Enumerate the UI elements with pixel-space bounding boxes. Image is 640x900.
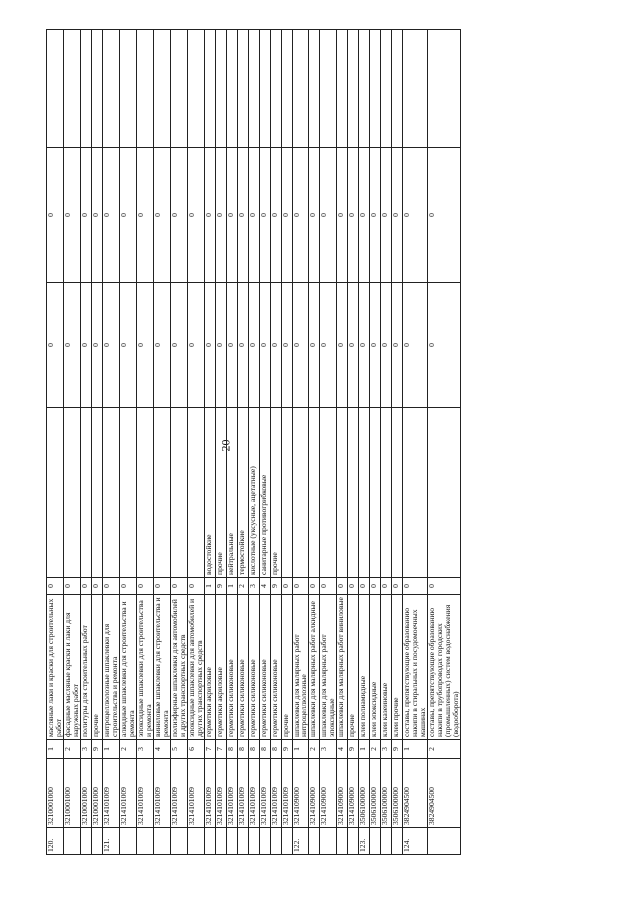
value-cell-1: 0 — [292, 283, 309, 408]
subdescription-cell: санитарные противогрибковые — [259, 408, 270, 578]
description-cell: герметики силиконовые — [259, 595, 270, 740]
table-row — [292, 30, 309, 855]
value-cell-1: 0 — [237, 283, 248, 408]
table-row — [248, 30, 259, 855]
table-row — [170, 30, 187, 855]
tnved-code-cell: 3506100000 — [370, 759, 381, 828]
subcode-cell: 4 — [153, 740, 170, 759]
value-cell-2: 0 — [226, 148, 237, 283]
value-cell-1: 0 — [226, 283, 237, 408]
subcode-cell: 2 — [309, 740, 320, 759]
description-cell: составы, препятствующие образованию накипи в трубопроводах городских (промышленных) систем водоснабжения (водооборота) — [428, 595, 461, 740]
table-row — [226, 30, 237, 855]
value-cell-1: 0 — [63, 283, 80, 408]
subdescription-cell — [80, 408, 91, 578]
empty-cell — [102, 30, 119, 148]
value-cell-1: 0 — [136, 283, 153, 408]
value-cell-1: 0 — [270, 283, 281, 408]
value-cell-2: 0 — [153, 148, 170, 283]
row-number-cell — [259, 828, 270, 855]
description-cell: герметики силиконовые — [248, 595, 259, 740]
subcode-cell: 5 — [170, 740, 187, 759]
empty-cell — [63, 30, 80, 148]
table-row — [337, 30, 348, 855]
value-cell-1: 0 — [320, 283, 337, 408]
value-cell-2: 0 — [381, 148, 392, 283]
subcode-cell: 7 — [204, 740, 215, 759]
value-cell-2: 0 — [259, 148, 270, 283]
subdescription-cell: кислотные (уксусные, ацетатные) — [248, 408, 259, 578]
row-number-cell — [281, 828, 292, 855]
subcode-cell: 8 — [237, 740, 248, 759]
subcode-cell: 4 — [337, 740, 348, 759]
subdescription-cell: прочие — [270, 408, 281, 578]
tnved-code-cell: 3214101009 — [281, 759, 292, 828]
subcode2-cell: 1 — [226, 578, 237, 595]
tnved-code-cell: 3214101009 — [204, 759, 215, 828]
value-cell-1: 0 — [348, 283, 359, 408]
table-row — [102, 30, 119, 855]
value-cell-2: 0 — [80, 148, 91, 283]
subcode-cell: 3 — [80, 740, 91, 759]
row-number-cell — [348, 828, 359, 855]
tnved-code-cell: 3824904500 — [428, 759, 461, 828]
rotated-table-wrapper — [46, 75, 461, 855]
description-cell: масляные лаки и краски для строительных работ — [47, 595, 64, 740]
subdescription-cell — [119, 408, 136, 578]
subdescription-cell — [428, 408, 461, 578]
value-cell-1: 0 — [403, 283, 428, 408]
value-cell-1: 0 — [392, 283, 403, 408]
value-cell-2: 0 — [237, 148, 248, 283]
subcode-cell: 1 — [403, 740, 428, 759]
classification-table — [46, 29, 461, 855]
table-row — [215, 30, 226, 855]
subdescription-cell — [403, 408, 428, 578]
subdescription-cell — [392, 408, 403, 578]
subdescription-cell — [337, 408, 348, 578]
subdescription-cell — [381, 408, 392, 578]
value-cell-2: 0 — [215, 148, 226, 283]
description-cell: виниловые шпаклевки для строительства и ремонта — [153, 595, 170, 740]
empty-cell — [381, 30, 392, 148]
subcode-cell: 1 — [102, 740, 119, 759]
row-number-cell — [337, 828, 348, 855]
description-cell: эпоксидные шпаклевки для автомобилей и других транспортных средств — [187, 595, 204, 740]
tnved-code-cell: 3214109000 — [309, 759, 320, 828]
subcode2-cell: 2 — [237, 578, 248, 595]
row-number-cell — [91, 828, 102, 855]
row-number-cell — [215, 828, 226, 855]
table-row — [259, 30, 270, 855]
page-number: 20 — [218, 439, 233, 452]
table-row — [320, 30, 337, 855]
value-cell-1: 0 — [381, 283, 392, 408]
subcode-cell: 8 — [248, 740, 259, 759]
value-cell-1: 0 — [281, 283, 292, 408]
table-row — [359, 30, 370, 855]
row-number-cell — [309, 828, 320, 855]
subcode2-cell: 0 — [309, 578, 320, 595]
subcode-cell: 2 — [119, 740, 136, 759]
description-cell: герметики акриловые — [215, 595, 226, 740]
tnved-code-cell: 3214101009 — [226, 759, 237, 828]
row-number-cell — [119, 828, 136, 855]
subdescription-cell — [309, 408, 320, 578]
row-number-cell — [187, 828, 204, 855]
tnved-code-cell: 3214101009 — [187, 759, 204, 828]
value-cell-1: 0 — [170, 283, 187, 408]
tnved-code-cell: 3214101009 — [259, 759, 270, 828]
description-cell: прочие — [91, 595, 102, 740]
value-cell-2: 0 — [292, 148, 309, 283]
subcode2-cell: 0 — [359, 578, 370, 595]
row-number-cell — [428, 828, 461, 855]
subcode2-cell: 0 — [187, 578, 204, 595]
subcode-cell: 6 — [187, 740, 204, 759]
table-row — [270, 30, 281, 855]
subcode2-cell: 0 — [102, 578, 119, 595]
tnved-code-cell: 3214101009 — [215, 759, 226, 828]
value-cell-1: 0 — [47, 283, 64, 408]
subdescription-cell: нейтральные — [226, 408, 237, 578]
subcode-cell: 9 — [281, 740, 292, 759]
description-cell: клеи эпоксидные — [370, 595, 381, 740]
empty-cell — [215, 30, 226, 148]
row-number-cell — [320, 828, 337, 855]
tnved-code-cell: 3214101009 — [119, 759, 136, 828]
empty-cell — [91, 30, 102, 148]
empty-cell — [370, 30, 381, 148]
table-row — [237, 30, 248, 855]
subcode2-cell: 0 — [119, 578, 136, 595]
value-cell-2: 0 — [170, 148, 187, 283]
description-cell: политуры для строительных работ — [80, 595, 91, 740]
description-cell: шпаклевки для малярных работ виниловые — [337, 595, 348, 740]
tnved-code-cell: 3214101009 — [136, 759, 153, 828]
subcode-cell: 2 — [63, 740, 80, 759]
table-row — [370, 30, 381, 855]
table-row — [204, 30, 215, 855]
row-number-cell — [370, 828, 381, 855]
description-cell: фасадные масляные краски и лаки для наружных работ — [63, 595, 80, 740]
row-number-cell — [270, 828, 281, 855]
empty-cell — [119, 30, 136, 148]
empty-cell — [248, 30, 259, 148]
row-number-cell: 124. — [403, 828, 428, 855]
value-cell-1: 0 — [259, 283, 270, 408]
table-row — [80, 30, 91, 855]
subcode-cell: 8 — [226, 740, 237, 759]
row-number-cell — [248, 828, 259, 855]
tnved-code-cell: 3506100000 — [381, 759, 392, 828]
tnved-code-cell: 3210001000 — [47, 759, 64, 828]
description-cell: шпаклевки для малярных работ алкидные — [309, 595, 320, 740]
value-cell-1: 0 — [370, 283, 381, 408]
empty-cell — [226, 30, 237, 148]
subcode2-cell: 0 — [281, 578, 292, 595]
tnved-code-cell: 3214101009 — [237, 759, 248, 828]
empty-cell — [359, 30, 370, 148]
value-cell-2: 0 — [428, 148, 461, 283]
subcode2-cell: 1 — [204, 578, 215, 595]
subcode-cell: 2 — [370, 740, 381, 759]
value-cell-2: 0 — [187, 148, 204, 283]
table-row — [403, 30, 428, 855]
subcode2-cell: 0 — [153, 578, 170, 595]
description-cell: герметики акриловые — [204, 595, 215, 740]
empty-cell — [170, 30, 187, 148]
subcode-cell: 3 — [320, 740, 337, 759]
empty-cell — [348, 30, 359, 148]
empty-cell — [281, 30, 292, 148]
description-cell: герметики силиконовые — [237, 595, 248, 740]
value-cell-1: 0 — [102, 283, 119, 408]
description-cell: клеи казеиновые — [381, 595, 392, 740]
value-cell-1: 0 — [215, 283, 226, 408]
subcode-cell: 8 — [259, 740, 270, 759]
tnved-code-cell: 3506100000 — [359, 759, 370, 828]
table-row — [281, 30, 292, 855]
row-number-cell — [237, 828, 248, 855]
value-cell-1: 0 — [91, 283, 102, 408]
value-cell-1: 0 — [428, 283, 461, 408]
subdescription-cell — [102, 408, 119, 578]
row-number-cell: 120. — [47, 828, 64, 855]
subcode-cell: 9 — [348, 740, 359, 759]
row-number-cell — [170, 828, 187, 855]
value-cell-1: 0 — [153, 283, 170, 408]
tnved-code-cell: 3824904500 — [403, 759, 428, 828]
empty-cell — [204, 30, 215, 148]
tnved-code-cell: 3214101009 — [102, 759, 119, 828]
value-cell-2: 0 — [270, 148, 281, 283]
subcode-cell: 9 — [392, 740, 403, 759]
subdescription-cell — [320, 408, 337, 578]
description-cell: герметики силиконовые — [226, 595, 237, 740]
subcode2-cell: 9 — [215, 578, 226, 595]
description-cell: клеи прочие — [392, 595, 403, 740]
value-cell-2: 0 — [204, 148, 215, 283]
tnved-code-cell: 3214109000 — [292, 759, 309, 828]
subcode-cell: 1 — [359, 740, 370, 759]
table-row — [136, 30, 153, 855]
value-cell-1: 0 — [337, 283, 348, 408]
table-row — [153, 30, 170, 855]
value-cell-1: 0 — [204, 283, 215, 408]
table-row — [392, 30, 403, 855]
value-cell-2: 0 — [370, 148, 381, 283]
description-cell: прочие — [348, 595, 359, 740]
subdescription-cell — [91, 408, 102, 578]
description-cell: прочие — [281, 595, 292, 740]
table-row — [119, 30, 136, 855]
subcode-cell: 8 — [270, 740, 281, 759]
table-row — [348, 30, 359, 855]
subdescription-cell — [153, 408, 170, 578]
table-row — [309, 30, 320, 855]
value-cell-2: 0 — [309, 148, 320, 283]
empty-cell — [292, 30, 309, 148]
subcode2-cell: 0 — [47, 578, 64, 595]
subcode2-cell: 0 — [403, 578, 428, 595]
subdescription-cell — [63, 408, 80, 578]
table-row — [428, 30, 461, 855]
empty-cell — [80, 30, 91, 148]
table-body — [47, 30, 461, 855]
row-number-cell — [226, 828, 237, 855]
row-number-cell — [80, 828, 91, 855]
tnved-code-cell: 3214101009 — [153, 759, 170, 828]
value-cell-1: 0 — [359, 283, 370, 408]
subcode2-cell: 4 — [259, 578, 270, 595]
value-cell-2: 0 — [281, 148, 292, 283]
tnved-code-cell: 3210001000 — [63, 759, 80, 828]
value-cell-2: 0 — [63, 148, 80, 283]
tnved-code-cell: 3214109000 — [320, 759, 337, 828]
value-cell-1: 0 — [309, 283, 320, 408]
subcode-cell: 2 — [428, 740, 461, 759]
value-cell-2: 0 — [359, 148, 370, 283]
subdescription-cell — [281, 408, 292, 578]
value-cell-1: 0 — [119, 283, 136, 408]
description-cell: алкидные шпаклевки для строительства и ремонта — [119, 595, 136, 740]
tnved-code-cell: 3214101009 — [170, 759, 187, 828]
description-cell: шпаклевки для малярных работ нитроцеллюлозные — [292, 595, 309, 740]
subcode2-cell: 3 — [248, 578, 259, 595]
description-cell: составы, препятствующие образованию накипи в стиральных и посудомоечных машинах — [403, 595, 428, 740]
description-cell: нитроцеллюлозные шпаклевки для строительства и ремонта — [102, 595, 119, 740]
row-number-cell: 122. — [292, 828, 309, 855]
subcode2-cell: 0 — [320, 578, 337, 595]
description-cell: эпоксидные шпаклевки для строительства и ремонта — [136, 595, 153, 740]
table-row — [187, 30, 204, 855]
tnved-code-cell: 3506100000 — [392, 759, 403, 828]
subcode-cell: 3 — [381, 740, 392, 759]
value-cell-2: 0 — [119, 148, 136, 283]
value-cell-1: 0 — [248, 283, 259, 408]
empty-cell — [309, 30, 320, 148]
value-cell-2: 0 — [102, 148, 119, 283]
empty-cell — [337, 30, 348, 148]
subcode2-cell: 0 — [381, 578, 392, 595]
empty-cell — [237, 30, 248, 148]
tnved-code-cell: 3210001000 — [80, 759, 91, 828]
row-number-cell: 123. — [359, 828, 370, 855]
subdescription-cell — [170, 408, 187, 578]
row-number-cell — [136, 828, 153, 855]
subcode-cell: 7 — [215, 740, 226, 759]
value-cell-2: 0 — [91, 148, 102, 283]
subcode-cell: 3 — [136, 740, 153, 759]
value-cell-2: 0 — [403, 148, 428, 283]
subcode2-cell: 9 — [270, 578, 281, 595]
value-cell-2: 0 — [320, 148, 337, 283]
subcode2-cell: 0 — [348, 578, 359, 595]
table-row — [381, 30, 392, 855]
empty-cell — [320, 30, 337, 148]
tnved-code-cell: 3214101009 — [270, 759, 281, 828]
description-cell: полиэфирные шпаклевки для автомобилей и других транспортных средств — [170, 595, 187, 740]
value-cell-2: 0 — [47, 148, 64, 283]
value-cell-1: 0 — [187, 283, 204, 408]
table-row — [63, 30, 80, 855]
description-cell: шпаклевки для малярных работ эпоксидные — [320, 595, 337, 740]
subcode2-cell: 0 — [63, 578, 80, 595]
empty-cell — [259, 30, 270, 148]
subdescription-cell: прочие — [215, 408, 226, 578]
subdescription-cell — [348, 408, 359, 578]
row-number-cell — [204, 828, 215, 855]
subcode2-cell: 0 — [91, 578, 102, 595]
empty-cell — [47, 30, 64, 148]
row-number-cell — [392, 828, 403, 855]
row-number-cell — [63, 828, 80, 855]
subdescription-cell — [136, 408, 153, 578]
subcode2-cell: 0 — [337, 578, 348, 595]
tnved-code-cell: 3214101009 — [248, 759, 259, 828]
value-cell-2: 0 — [348, 148, 359, 283]
subcode2-cell: 0 — [428, 578, 461, 595]
subcode2-cell: 0 — [292, 578, 309, 595]
empty-cell — [136, 30, 153, 148]
subdescription-cell — [370, 408, 381, 578]
table-row — [47, 30, 64, 855]
tnved-code-cell: 3214109000 — [348, 759, 359, 828]
subdescription-cell — [47, 408, 64, 578]
row-number-cell: 121. — [102, 828, 119, 855]
subcode2-cell: 0 — [392, 578, 403, 595]
empty-cell — [187, 30, 204, 148]
description-cell: клеи полиамидные — [359, 595, 370, 740]
empty-cell — [153, 30, 170, 148]
subdescription-cell — [187, 408, 204, 578]
subdescription-cell — [292, 408, 309, 578]
row-number-cell — [153, 828, 170, 855]
description-cell: герметики силиконовые — [270, 595, 281, 740]
subcode2-cell: 0 — [170, 578, 187, 595]
table-row — [91, 30, 102, 855]
tnved-code-cell: 3214109000 — [337, 759, 348, 828]
subcode2-cell: 0 — [370, 578, 381, 595]
subcode-cell: 1 — [292, 740, 309, 759]
value-cell-2: 0 — [136, 148, 153, 283]
row-number-cell — [381, 828, 392, 855]
value-cell-1: 0 — [80, 283, 91, 408]
empty-cell — [428, 30, 461, 148]
subcode-cell: 9 — [91, 740, 102, 759]
subdescription-cell — [359, 408, 370, 578]
empty-cell — [270, 30, 281, 148]
subcode-cell: 1 — [47, 740, 64, 759]
subdescription-cell: термостойкие — [237, 408, 248, 578]
empty-cell — [392, 30, 403, 148]
empty-cell — [403, 30, 428, 148]
subdescription-cell: водостойкие — [204, 408, 215, 578]
value-cell-2: 0 — [337, 148, 348, 283]
subcode2-cell: 0 — [136, 578, 153, 595]
tnved-code-cell: 3210001000 — [91, 759, 102, 828]
subcode2-cell: 0 — [80, 578, 91, 595]
value-cell-2: 0 — [392, 148, 403, 283]
value-cell-2: 0 — [248, 148, 259, 283]
